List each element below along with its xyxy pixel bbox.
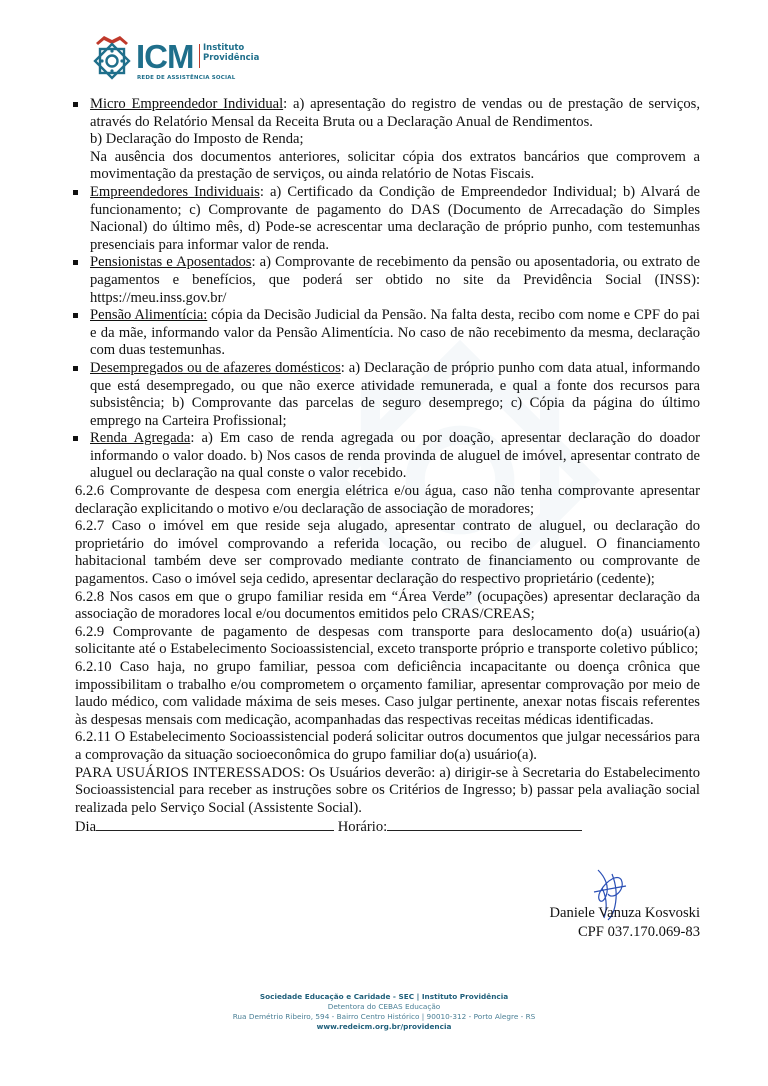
logo-line1: Instituto [203, 43, 245, 53]
list-item [75, 307, 700, 360]
list-item-text: Na ausência dos documentos anteriores, solicitar cópia dos extratos bancários que comprovem a movimentação da prestação de serviços, ou ainda relatório de Notas Fiscais. [90, 148, 700, 183]
logo-emblem-icon [90, 32, 134, 80]
time-field[interactable] [387, 817, 582, 831]
square-bullet-icon [73, 366, 78, 371]
clause-6-2-7: 6.2.7 Caso o imóvel em que reside seja alugado, apresentar contrato de aluguel, ou declaração do proprietário do imóvel comprovando a referida locação, ou recibo de aluguel. O financiamento habitacional também deve ser comprovado mediante contrato de financiamento ou comprovante de pagamentos. Caso o imóvel seja cedido, apresentar declaração do respectivo proprietário (cedente); [75, 518, 700, 588]
clause-6-2-11: 6.2.11 O Estabelecimento Socioassistencial poderá solicitar outros documentos que julgar necessários para a comprovação da situação socioeconômica do grupo familiar do(a) usuário(a). [75, 729, 700, 763]
logo-line2: Providência [203, 53, 260, 63]
square-bullet-icon [73, 260, 78, 265]
footer-website-link[interactable]: www.redeicm.org.br/providencia [316, 1022, 452, 1031]
signature-block [550, 904, 701, 942]
list-item [75, 184, 700, 254]
list-item-label: Desempregados ou de afazeres domésticos [90, 359, 341, 376]
square-bullet-icon [73, 313, 78, 318]
list-item-label: Micro Empreendedor Individual [90, 96, 284, 112]
list-item-label: Pensionistas e Aposentados [90, 254, 252, 271]
list-item-label: Pensão Alimentícia: [90, 307, 208, 324]
signatory-name: Daniele Vanuza Kosvoski [549, 905, 700, 921]
list-item [75, 430, 700, 483]
clause-6-2-6: 6.2.6 Comprovante de despesa com energia elétrica e/ou água, caso não tenha comprovante apresentar declaração explicitando o motivo e/ou declaração de associação de moradores; [75, 483, 700, 517]
logo-institute-name [203, 43, 259, 63]
list-item-text: b) Declaração do Imposto de Renda; [90, 131, 304, 148]
day-label: Dia [75, 819, 97, 836]
day-field[interactable] [96, 817, 334, 831]
time-label: Horário: [337, 819, 388, 836]
list-item [75, 254, 700, 307]
square-bullet-icon [73, 190, 78, 195]
footer-organization: Sociedade Educação e Caridade - SEC | Instituto Providência [259, 992, 509, 1001]
header-logo [90, 32, 280, 84]
appointment-line [75, 817, 700, 837]
list-item-label: Empreendedores Individuais [90, 183, 260, 200]
clause-6-2-8: 6.2.8 Nos casos em que o grupo familiar resida em “Área Verde” (ocupações) apresentar declaração da associação de moradores local e/ou documentos emitidos pelo CRAS/CREAS; [75, 588, 700, 623]
document-body [75, 96, 700, 837]
income-proof-list [75, 96, 700, 483]
logo-subtitle: REDE DE ASSISTÊNCIA SOCIAL [137, 75, 236, 81]
page-footer [0, 992, 768, 1032]
signatory-cpf: CPF 037.170.069-83 [577, 924, 700, 940]
square-bullet-icon [73, 102, 78, 107]
list-item [75, 360, 700, 430]
list-item-text: : a) Comprovante de recebimento da pensão ou aposentadoria, ou extrato de pagamentos e benefícios, que poderá ser obtido no site da Previdência Social (INSS): https://meu.inss.gov.br/ [90, 254, 700, 306]
list-item-label: Renda Agregada [90, 430, 191, 447]
clause-6-2-10: 6.2.10 Caso haja, no grupo familiar, pessoa com deficiência incapacitante ou doença crônica que impossibilitam o trabalho e/ou comprometem o orçamento familiar, apresentar comprovação por meio de laudo médico, com validade máxima de seis meses. Caso julgar pertinente, anexar notas fiscais referentes às despesas mensais com medicação, acompanhadas das respectivas receitas médicas identificadas. [75, 659, 700, 728]
logo-wordmark: ICM [136, 38, 194, 75]
clause-6-2-9: 6.2.9 Comprovante de pagamento de despesas com transporte para deslocamento do(a) usuário(a) solicitante até o Estabelecimento Socioassistencial, exceto transporte próprio e transporte coletivo público; [75, 623, 700, 658]
instructions-paragraph: PARA USUÁRIOS INTERESSADOS: Os Usuários deverão: a) dirigir-se à Secretaria do Estabelecimento Socioassistencial para receber as instruções sobre os Critérios de Ingresso; b) passar pela avaliação social realizada pelo Serviço Social (Assistente Social). [75, 764, 700, 816]
list-item-text: : a) apresentação do registro de vendas ou de prestação de serviços, através do Relatório Mensal da Receita Bruta ou a Declaração Anual de Rendimentos. [90, 96, 700, 130]
footer-certification: Detentora do CEBAS Educação [327, 1002, 441, 1011]
footer-address: Rua Demétrio Ribeiro, 594 - Bairro Centro Histórico | 90010-312 - Porto Alegre - RS [232, 1012, 536, 1021]
list-item-text: : a) Em caso de renda agregada ou por doação, apresentar declaração do doador informando o valor doado. b) Nos casos de renda provinda de aluguel de imóvel, apresentar contrato de aluguel ou declaração na qual conste o valor recebido. [90, 430, 700, 482]
list-item-text: : a) Certificado da Condição de Empreendedor Individual; b) Alvará de funcionamento; c) Comprovante de pagamento do DAS (Documento de Arrecadação do Simples Nacional) do último mês, d) Pode-se acrescentar uma declaração de próprio punho, com testemunhas presenciais para informar valor de renda. [90, 183, 700, 253]
list-item-text: : a) Declaração de próprio punho com data atual, informando que está desempregado, ou que não exerce atividade remunerada, e qual a fonte dos recursos para subsistência; b) Comprovante das parcelas de seguro desemprego; c) Cópia da página do último emprego na Carteira Profissional; [90, 359, 701, 429]
list-item [75, 96, 700, 184]
square-bullet-icon [73, 436, 78, 441]
logo-divider [199, 44, 200, 68]
list-item-text: cópia da Decisão Judicial da Pensão. Na falta desta, recibo com nome e CPF do pai e da mãe, informando valor da Pensão Alimentícia. No caso de não recebimento da mesma, declaração com duas testemunhas. [90, 307, 700, 359]
